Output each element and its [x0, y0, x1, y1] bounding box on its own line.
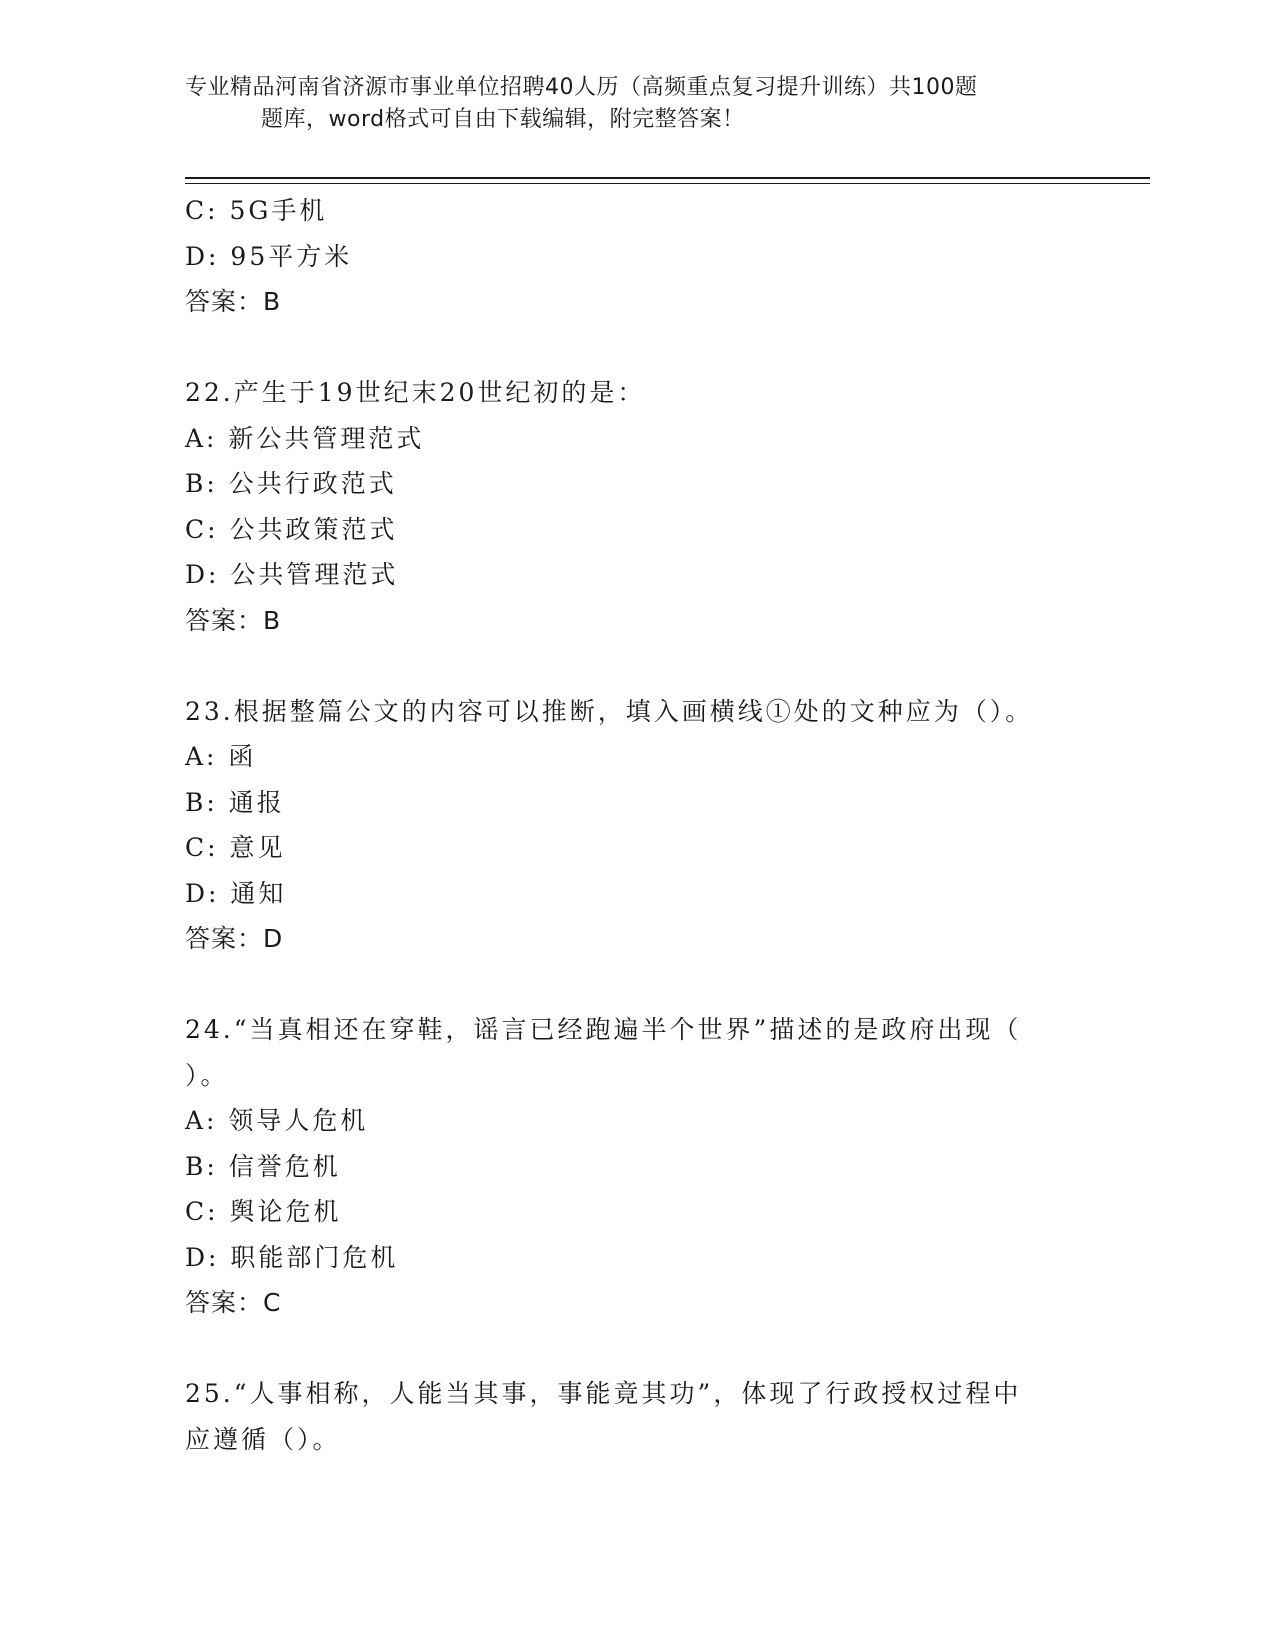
- question-stem-line2: 应遵循（）。: [185, 1424, 341, 1454]
- option-b: B: 通报: [185, 787, 285, 817]
- question-25: [185, 1371, 1085, 1462]
- question-23: [185, 689, 1085, 962]
- question-21-tail: [185, 188, 1085, 325]
- question-list: [185, 188, 1085, 1462]
- header-title-line2: 题库，word格式可自由下载编辑，附完整答案！: [261, 107, 745, 132]
- option-d: D: 职能部门危机: [185, 1242, 399, 1272]
- question-stem-line1: 24.“当真相还在穿鞋，谣言已经跑遍半个世界”描述的是政府出现（: [185, 1015, 1022, 1044]
- option-c: C: 公共政策范式: [185, 514, 398, 544]
- header-title-line1: 专业精品河南省济源市事业单位招聘40人历（高频重点复习提升训练）共100题: [185, 75, 978, 100]
- spacer: [185, 325, 1085, 371]
- page-header: [185, 72, 1085, 136]
- spacer: [185, 643, 1085, 689]
- question-22: [185, 370, 1085, 643]
- option-d: D: 通知: [185, 878, 287, 908]
- option-a: A: 领导人危机: [185, 1106, 369, 1135]
- option-a: A: 新公共管理范式: [185, 423, 425, 453]
- option-d: D: 公共管理范式: [185, 560, 399, 589]
- answer-line: 答案：B: [185, 605, 282, 635]
- option-c: C: 舆论危机: [185, 1197, 342, 1226]
- option-c: C: 意见: [185, 833, 286, 862]
- spacer: [185, 962, 1085, 1008]
- question-stem-line2: ）。: [185, 1060, 229, 1090]
- option-b: B: 公共行政范式: [185, 469, 397, 498]
- question-stem: 23.根据整篇公文的内容可以推断，填入画横线①处的文种应为（）。: [185, 696, 1034, 726]
- option-d: D: 95平方米: [185, 241, 353, 271]
- answer-line: 答案：C: [185, 1288, 282, 1317]
- spacer: [185, 1326, 1085, 1372]
- option-b: B: 信誉危机: [185, 1151, 341, 1181]
- question-stem: 22.产生于19世纪末20世纪初的是：: [185, 378, 646, 407]
- question-24: [185, 1007, 1085, 1326]
- option-a: A: 函: [185, 742, 257, 771]
- header-divider-thin: [185, 183, 1150, 184]
- header-divider-thick: [185, 177, 1150, 179]
- answer-line: 答案：D: [185, 924, 284, 953]
- answer-line: 答案：B: [185, 287, 282, 316]
- question-stem-line1: 25.“人事相称，人能当其事，事能竟其功”，体现了行政授权过程中: [185, 1379, 1022, 1408]
- option-c: C: 5G手机: [185, 196, 328, 225]
